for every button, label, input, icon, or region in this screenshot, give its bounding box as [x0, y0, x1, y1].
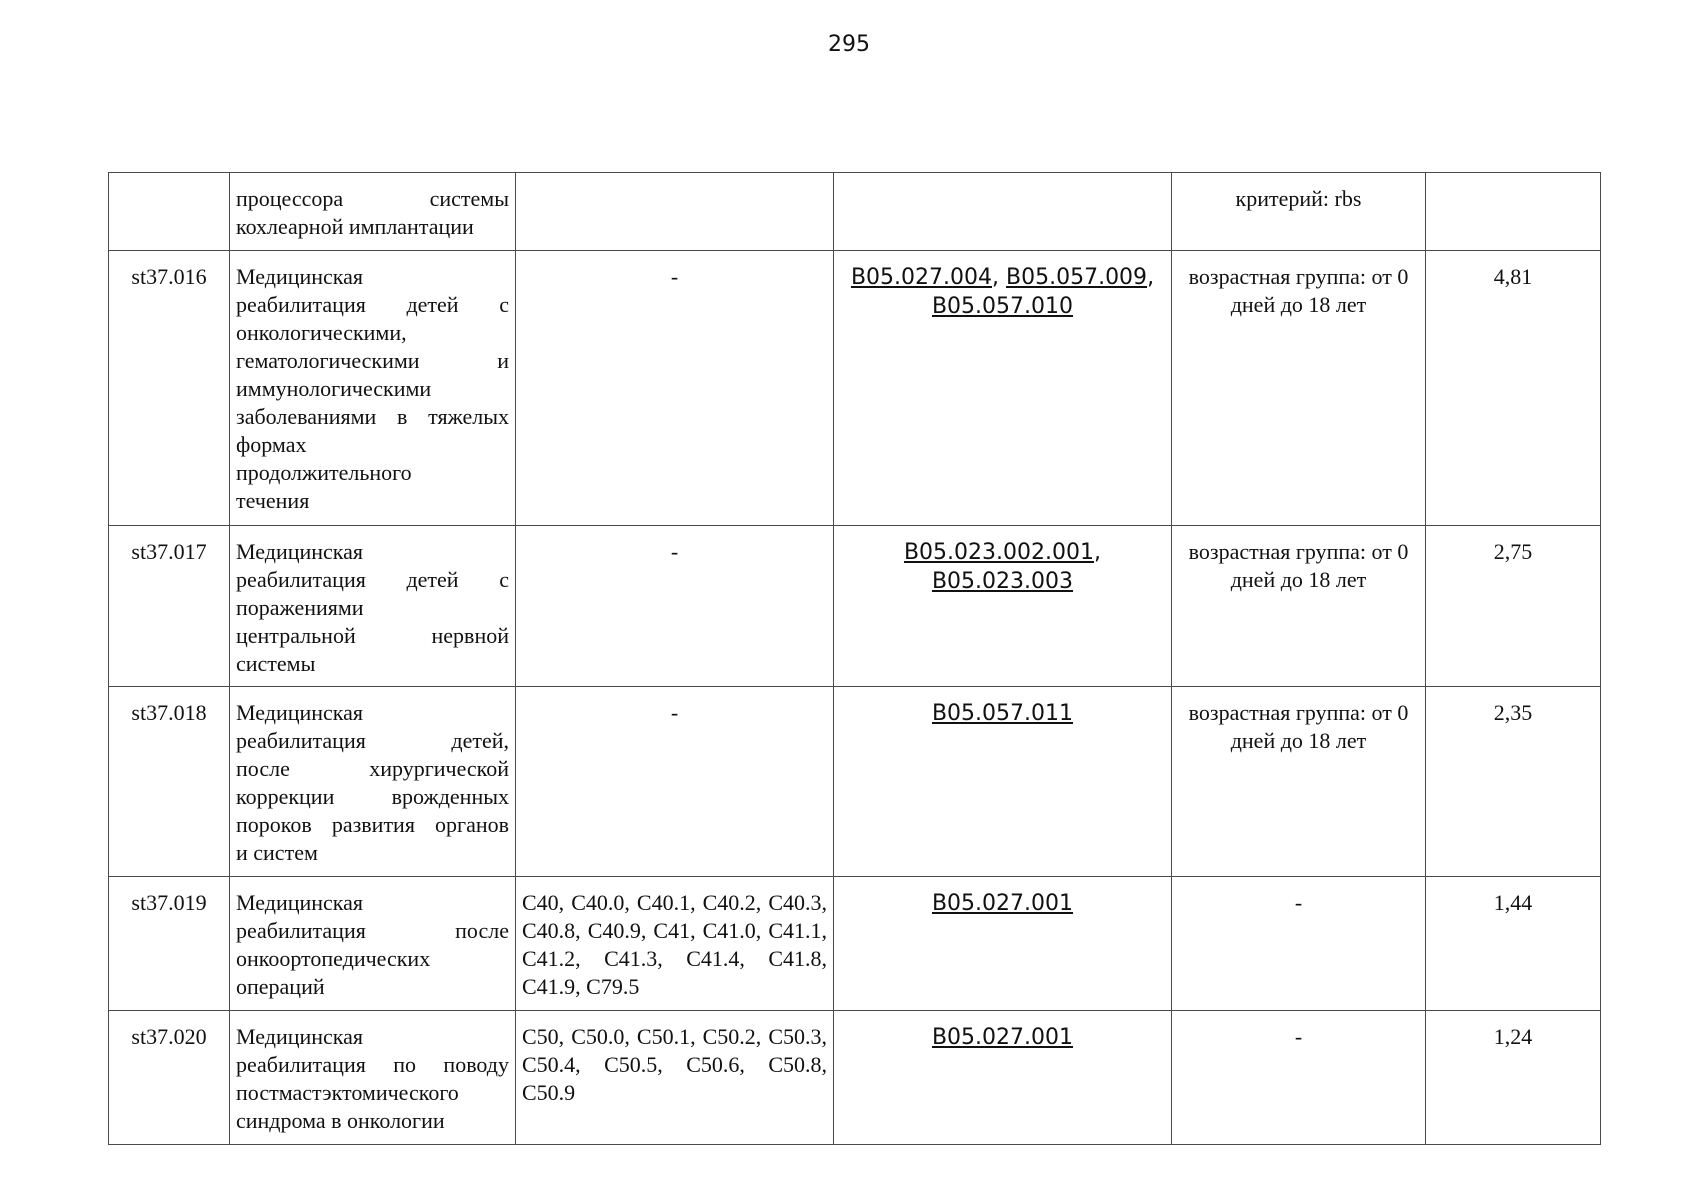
- tariff-table: [108, 172, 1601, 1145]
- service-code-link[interactable]: B05.023.003: [931, 569, 1074, 594]
- service-code-link[interactable]: B05.027.001: [931, 891, 1074, 916]
- cell-name: [230, 173, 516, 251]
- name-line: Медицинская: [236, 539, 364, 564]
- table-row: [109, 251, 1601, 526]
- cell-coefficient: [1426, 173, 1601, 251]
- table-row: [109, 877, 1601, 1011]
- name-line: системы: [236, 651, 316, 676]
- cell-other-criteria: критерий: rbs: [1172, 173, 1426, 251]
- cell-service-codes: [834, 251, 1172, 526]
- name-line: синдрома в онкологии: [236, 1108, 445, 1133]
- name-line: процессора системы: [236, 186, 509, 211]
- cell-name: [230, 687, 516, 877]
- service-separator: ,: [1094, 540, 1102, 565]
- cell-service-codes: [834, 877, 1172, 1011]
- table-body: [109, 173, 1601, 1145]
- cell-icd-codes: -: [516, 526, 834, 687]
- cell-code: st37.019: [109, 877, 230, 1011]
- cell-name: [230, 1011, 516, 1145]
- name-line: течения: [236, 488, 310, 513]
- cell-icd-codes: -: [516, 687, 834, 877]
- cell-name: [230, 526, 516, 687]
- cell-icd-codes: C40, C40.0, C40.1, C40.2, C40.3, C40.8, C40.9, C41, C41.0, C41.1, C41.2, C41.3, C41.4, C41.8, C41.9, C79.5: [516, 877, 834, 1011]
- cell-other-criteria: возрастная группа: от 0 дней до 18 лет: [1172, 251, 1426, 526]
- service-code-link[interactable]: B05.027.001: [931, 1025, 1074, 1050]
- cell-service-codes: [834, 687, 1172, 877]
- cell-code: st37.016: [109, 251, 230, 526]
- cell-service-codes: [834, 1011, 1172, 1145]
- table-row: [109, 173, 1601, 251]
- name-line: кохлеарной имплантации: [236, 214, 474, 239]
- cell-service-codes: [834, 526, 1172, 687]
- name-line: пороков развития органов: [236, 812, 509, 837]
- service-code-link[interactable]: B05.027.004: [850, 265, 992, 290]
- name-line: реабилитация детей,: [236, 728, 509, 753]
- name-line: после хирургической: [236, 756, 509, 781]
- service-separator: ,: [1147, 265, 1155, 290]
- page-number: 295: [828, 32, 870, 57]
- name-line: продолжительного: [236, 460, 412, 485]
- service-code-link[interactable]: B05.023.002.001: [903, 540, 1095, 565]
- cell-code: st37.017: [109, 526, 230, 687]
- cell-name: [230, 877, 516, 1011]
- table-row: [109, 687, 1601, 877]
- cell-service-codes: [834, 173, 1172, 251]
- name-line: Медицинская: [236, 700, 364, 725]
- cell-coefficient: 1,44: [1426, 877, 1601, 1011]
- cell-icd-codes: -: [516, 251, 834, 526]
- name-line: операций: [236, 974, 325, 999]
- cell-icd-codes: [516, 173, 834, 251]
- cell-name: [230, 251, 516, 526]
- cell-other-criteria: -: [1172, 877, 1426, 1011]
- name-line: Медицинская: [236, 1024, 364, 1049]
- table-row: [109, 526, 1601, 687]
- name-line: центральной нервной: [236, 623, 509, 648]
- cell-other-criteria: возрастная группа: от 0 дней до 18 лет: [1172, 526, 1426, 687]
- name-line: Медицинская: [236, 890, 364, 915]
- name-line: реабилитация детей с: [236, 292, 509, 317]
- name-line: гематологическими и: [236, 348, 509, 373]
- service-code-link[interactable]: B05.057.010: [931, 294, 1074, 319]
- name-line: постмастэктомического: [236, 1080, 459, 1105]
- cell-code: st37.018: [109, 687, 230, 877]
- service-code-link[interactable]: B05.057.009: [1006, 265, 1148, 290]
- cell-other-criteria: -: [1172, 1011, 1426, 1145]
- name-line: онкологическими,: [236, 320, 407, 345]
- name-line: реабилитация детей с: [236, 567, 509, 592]
- service-code-link[interactable]: B05.057.011: [931, 701, 1074, 726]
- name-line: Медицинская: [236, 264, 364, 289]
- cell-coefficient: 4,81: [1426, 251, 1601, 526]
- cell-coefficient: 1,24: [1426, 1011, 1601, 1145]
- name-line: реабилитация после: [236, 918, 509, 943]
- name-line: поражениями: [236, 595, 364, 620]
- name-line: формах: [236, 432, 307, 457]
- cell-icd-codes: C50, C50.0, C50.1, C50.2, C50.3, C50.4, C50.5, C50.6, C50.8, C50.9: [516, 1011, 834, 1145]
- name-line: онкоортопедических: [236, 946, 431, 971]
- name-line: коррекции врожденных: [236, 784, 509, 809]
- name-line: иммунологическими: [236, 376, 432, 401]
- cell-coefficient: 2,75: [1426, 526, 1601, 687]
- name-line: заболеваниями в тяжелых: [236, 404, 509, 429]
- service-separator: ,: [992, 265, 1006, 290]
- cell-other-criteria: возрастная группа: от 0 дней до 18 лет: [1172, 687, 1426, 877]
- name-line: и систем: [236, 840, 318, 865]
- cell-code: st37.020: [109, 1011, 230, 1145]
- cell-code: [109, 173, 230, 251]
- table-row: [109, 1011, 1601, 1145]
- cell-coefficient: 2,35: [1426, 687, 1601, 877]
- name-line: реабилитация по поводу: [236, 1052, 509, 1077]
